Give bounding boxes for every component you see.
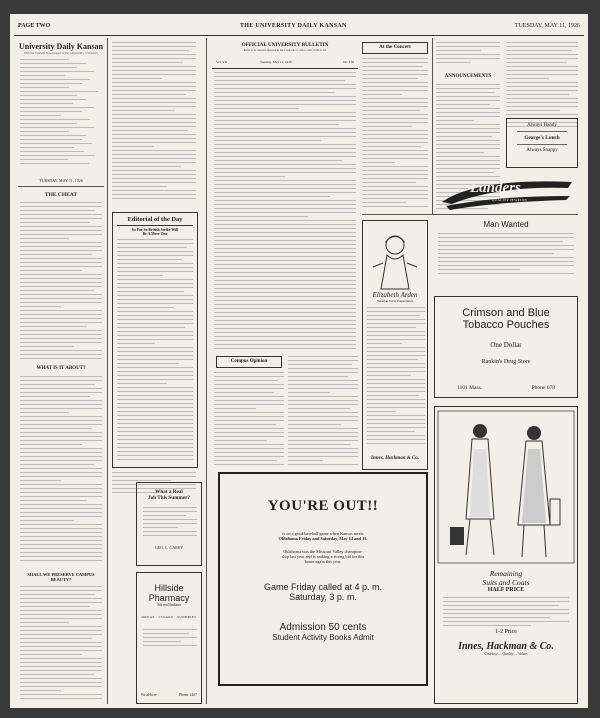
baseball-p1: is on a good baseball game when Kansas meets: [282, 531, 364, 536]
article-heading-the-cheat: THE CHEAT: [44, 192, 78, 198]
always-snappy: Always Snappy: [526, 148, 558, 153]
innes-hackman-tag: Courtesy — Quality — Values: [484, 652, 528, 656]
announcements-title: ANNOUNCEMENTS: [444, 74, 492, 79]
compus-opinion-body-2: [288, 356, 358, 468]
concert-body: [362, 58, 428, 212]
compus-opinion-title: Compus Opinion: [230, 359, 268, 364]
baseball-p5: home again this year.: [304, 559, 342, 564]
column-rule: [107, 38, 108, 704]
concert-title: At the Concert: [379, 45, 411, 50]
woman-illustration-icon: [363, 227, 427, 291]
hillside-body: [143, 629, 197, 651]
column-rule: [432, 38, 433, 214]
article-continued: [112, 42, 196, 206]
article-body-what-is-it-about: [20, 376, 102, 566]
hillside-name: Hillside: [154, 583, 184, 593]
landers-name: Landers: [470, 180, 521, 196]
bulletin-notices: [214, 72, 356, 352]
fashion-illustration-icon: [436, 409, 576, 565]
innes-hackman-logo: Innes, Hackman & Co.: [458, 641, 554, 652]
masthead-date: TUESDAY, MAY 11, 1926: [39, 178, 83, 183]
article-heading-campus-beauty: SHALL WE PRESERVE CAMPUS BEAUTY?: [27, 572, 95, 582]
man-wanted-body: [438, 233, 574, 283]
bulletin-sub: Items to be inserted must be in the Chancellor's office until 11:00 A. M.: [243, 48, 327, 52]
job-ad-contact: GEO. L. CAREY: [154, 545, 184, 550]
landers-tag: QUALITY JEWELRY: [492, 198, 528, 202]
elizabeth-arden-body: [367, 307, 425, 447]
elizabeth-arden-name: Elizabeth Arden: [372, 291, 418, 299]
editorial-sub2: Be A Mere One: [142, 232, 168, 236]
man-wanted-ad: [434, 220, 578, 290]
remaining-half-price: HALF PRICE: [487, 587, 525, 593]
job-ad-line2: Job This Summer?: [148, 495, 190, 501]
baseball-p3: Oklahoma was the Missouri Valley champion-: [283, 549, 363, 554]
georges-lunch: George's Lunch: [524, 135, 560, 141]
masthead-name: University Daily Kansan: [18, 42, 103, 51]
editorial-sub1: So Far So British Strike Will: [131, 228, 179, 232]
masthead-staff-list: [20, 59, 102, 169]
baseball-p4: ship last year and is making a strong bid for this: [281, 554, 365, 559]
baseball-admission: Admission 50 cents: [279, 622, 367, 633]
baseball-ad: [218, 472, 428, 686]
bulletin-no: No. 158: [343, 60, 354, 64]
paper-title: THE UNIVERSITY DAILY KANSAN: [240, 23, 347, 29]
masthead-rule: [18, 186, 104, 187]
masthead-sub: Official Student Newspaper of the University of Kansas: [24, 51, 98, 55]
masthead-block: [18, 42, 104, 174]
column-rule: [206, 38, 207, 704]
hillside-items: DRUGS · CIGARS · SUNDRIES: [141, 615, 197, 619]
elizabeth-arden-sub: Venetian Toilet Preparations: [376, 299, 413, 303]
remaining-suits-ad: [434, 406, 578, 704]
always-handy: Always Handy: [527, 123, 557, 128]
bulletin-head: [212, 42, 358, 58]
editorial-of-the-day: [112, 212, 198, 468]
job-ad: [136, 482, 202, 566]
hillside-address: 9th and Indiana: [157, 603, 181, 607]
article-body-campus-beauty: [20, 586, 102, 704]
bulletin-issue: [212, 60, 358, 68]
editorial-title: Editorial of the Day: [127, 216, 183, 223]
crimson-line2: Tobacco Pouches: [462, 319, 550, 331]
remaining-body: [443, 597, 569, 629]
remaining-line1: Remaining: [489, 569, 523, 578]
article-body-the-cheat: [20, 202, 102, 362]
editorial-body: [117, 239, 193, 465]
article-heading-what-is-it-about: WHAT IS IT ABOUT?: [36, 366, 86, 371]
hillside-phone: Phone 1467: [178, 693, 197, 697]
baseball-books: Student Activity Books Admit: [272, 633, 374, 642]
announcement-notice: [436, 42, 500, 70]
landers-ad: [436, 174, 578, 212]
section-rule: [362, 214, 578, 215]
job-ad-body: [143, 507, 197, 543]
baseball-game2: Saturday, 3 p. m.: [289, 592, 357, 602]
remaining-price: 1-2 Price: [495, 629, 517, 635]
elizabeth-arden-ad: [362, 220, 428, 470]
bulletin-vol: Vol. VII: [216, 60, 227, 64]
man-wanted-title: Man Wanted: [483, 220, 529, 229]
baseball-game1: Game Friday called at 4 p. m.: [263, 582, 383, 592]
crimson-line1: Crimson and Blue: [462, 307, 550, 319]
remaining-line2: Suits and Coats: [482, 578, 530, 587]
concert-head: [362, 42, 428, 54]
crimson-blue-ad: [434, 296, 578, 398]
bulletin-rule: [212, 68, 358, 69]
page-header: [10, 20, 588, 34]
crimson-store: Rankin's Drug Store: [481, 359, 531, 365]
job-ad-line1: What a Real: [155, 489, 183, 495]
compus-opinion-body: [214, 372, 284, 468]
page-date: TUESDAY, MAY 11, 1926: [514, 23, 580, 29]
baseball-headline: YOU'RE OUT!!: [267, 498, 379, 514]
hillside-deliver: We deliver: [141, 693, 157, 697]
hillside-pharmacy: Pharmacy: [148, 593, 190, 603]
baseball-p2: Oklahoma Friday and Saturday, May 14 and 15.: [278, 536, 368, 541]
crimson-price: One Dollar: [490, 341, 522, 349]
elizabeth-arden-store: Innes, Hackman & Co.: [371, 456, 419, 461]
hillside-pharmacy-ad: [136, 572, 202, 704]
bulletin-title: OFFICIAL UNIVERSITY BULLETIN: [241, 42, 329, 48]
page-number: PAGE TWO: [18, 23, 51, 29]
crimson-address: 1101 Mass.: [457, 385, 483, 391]
newspaper-page: [10, 14, 588, 708]
compus-opinion-head: [216, 356, 282, 368]
georges-lunch-ad: [506, 118, 578, 168]
crimson-phone: Phone 678: [531, 385, 555, 391]
header-rule: [14, 35, 584, 36]
bulletin-date: Tuesday, May 11, 1926: [260, 60, 292, 64]
